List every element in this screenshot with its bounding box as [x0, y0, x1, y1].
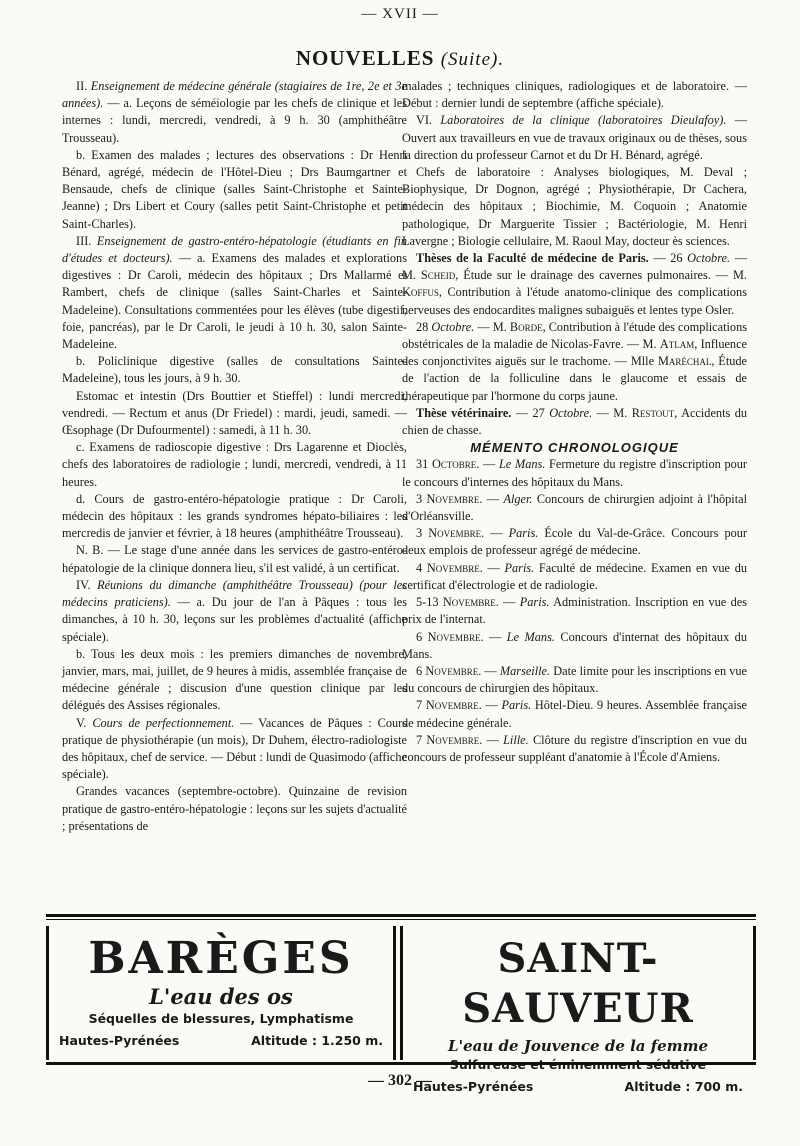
- text-run: Laboratoires de la clinique (laboratoires Dieulafoy).: [440, 113, 727, 128]
- paragraph: [62, 646, 407, 715]
- paragraph: [402, 629, 747, 663]
- text-run: 4: [416, 560, 427, 575]
- text-run: Novembre: [425, 698, 479, 713]
- text-run: Date limite pour les inscriptions en vue du concours de chirurgien des hôpitaux.: [402, 663, 747, 696]
- paragraph: [402, 594, 747, 628]
- text-run: , Contribution à l'étude anatomo-clinique des complications nerveuses des endocardites malignes subaiguës et lentes type Osler.: [402, 285, 747, 317]
- paragraph: [402, 164, 747, 250]
- text-run: . —: [478, 698, 502, 713]
- text-run: — 27: [511, 405, 550, 420]
- left-column: [62, 78, 407, 835]
- text-run: — Ouvert aux travailleurs en vue de travaux originaux ou de thèses, sous la direction du professeur Carnot et du Dr H. Bénard, agrégé.: [402, 113, 748, 162]
- text-run: 7: [416, 732, 427, 747]
- text-run: Fermeture du registre d'inscription pour le concours d'internes des hôpitaux du Mans.: [402, 457, 747, 489]
- text-run: Marseille.: [499, 663, 551, 678]
- text-run: Octobre.: [431, 319, 475, 334]
- ad-bareges-region: Hautes-Pyrénées: [59, 1033, 180, 1048]
- ad-top-rule-thin: [46, 919, 756, 920]
- ad-top-rule: [46, 914, 756, 917]
- text-run: Novembre: [426, 491, 480, 506]
- paragraph: [402, 491, 747, 525]
- text-run: Scheid: [420, 268, 456, 283]
- right-column: [402, 78, 747, 766]
- paragraph: [62, 577, 407, 646]
- ad-bareges-footer: [49, 1031, 393, 1051]
- paragraph: [402, 78, 747, 112]
- text-run: Octobre.: [549, 405, 593, 420]
- text-run: — M.: [592, 405, 632, 420]
- text-run: Borde: [509, 319, 543, 334]
- ad-bareges-subtitle: Séquelles de blessures, Lymphatisme: [88, 1011, 354, 1026]
- text-run: Enseignement de gastro-entéro-hépatologie (étudiants en fin d'études et docteurs).: [62, 233, 408, 266]
- text-run: . —: [479, 732, 504, 747]
- text-run: . —: [479, 560, 505, 575]
- memento-heading: MÉMENTO CHRONOLOGIQUE: [470, 440, 679, 456]
- text-run: III.: [76, 233, 97, 248]
- text-run: Lille.: [503, 732, 529, 747]
- paragraph: [62, 491, 407, 543]
- text-run: 28: [416, 319, 432, 334]
- text-run: Restout: [631, 405, 675, 420]
- text-run: Réunions du dimanche (amphithéâtre Trousseau) (pour les médecins praticiens).: [62, 577, 407, 610]
- paragraph: [402, 732, 747, 766]
- text-run: . —: [481, 526, 509, 541]
- text-run: — a. Leçons de séméiologie par les chefs de clinique et les internes : lundi, mercredi, vendredi, à 9 h. 30 (amphithéâtre Trousseau).: [62, 96, 407, 145]
- header-title: NOUVELLES: [295, 46, 435, 70]
- text-run: b. Examen des malades ; lectures des observations : Dr Henri Bénard, agrégé, médecin de l'Hôtel-Dieu ; Drs Baumgartner et Bensaude, chefs de clinique (salles Saint-Christophe et Sainte-Jeanne) ; Drs Libert et Coury (salles petit Saint-Christophe et petit Saint-Charles).: [62, 147, 407, 231]
- text-run: Le Mans.: [498, 457, 546, 472]
- ad-bottom-rule: [46, 1062, 756, 1065]
- paragraph: [62, 783, 407, 835]
- text-run: N. B. — Le stage d'une année dans les services de gastro-entéro-hépatologie de la clinique donnera lieu, s'il est validé, à un certificat.: [62, 543, 407, 575]
- text-run: Koffus: [402, 285, 439, 300]
- text-run: Alger.: [503, 491, 533, 506]
- text-run: Le Mans.: [506, 629, 555, 644]
- paragraph: [402, 560, 747, 594]
- text-run: Estomac et intestin (Drs Bouttier et Stieffel) : lundi mercredi, vendredi. — Rectum et anus (Dr Friedel) : mardi, jeudi, samedi. — Œsophage (Dr Dufourmentel) : samedi, à 11 h. 30.: [62, 388, 407, 438]
- text-run: Administration. Inscription en vue des prix de l'internat.: [402, 595, 747, 627]
- text-run: Paris.: [519, 595, 550, 610]
- text-run: . —: [495, 595, 520, 610]
- text-run: , Contribution à l'étude des complications obstétricales de la maladie de Nicolas-Favre. — M.: [402, 319, 748, 352]
- text-run: — M.: [402, 251, 747, 283]
- text-run: 3: [416, 491, 427, 506]
- paragraph: [402, 405, 747, 439]
- text-run: Thèse vétérinaire.: [416, 405, 512, 420]
- page-number-bottom: — 302 —: [368, 1072, 432, 1089]
- paragraph: [402, 112, 747, 164]
- ad-bareges-altitude: Altitude : 1.250 m.: [251, 1033, 383, 1048]
- ad-bareges-title: BARÈGES: [88, 933, 354, 984]
- paragraph: [62, 439, 407, 491]
- text-run: — Vacances de Pâques : Cours pratique de physiothérapie (un mois), Dr Duhem, électro-radiologiste des hôpitaux, chef de service. — Début : lundi de Quasimodo (affiche spéciale).: [62, 715, 407, 782]
- text-run: Octobre.: [687, 251, 731, 266]
- text-run: V.: [76, 715, 93, 730]
- text-run: 7: [416, 698, 426, 713]
- text-run: Paris.: [501, 698, 532, 713]
- text-run: Paris.: [508, 526, 539, 541]
- text-run: Paris.: [504, 560, 535, 575]
- text-run: Novembre: [426, 732, 480, 747]
- paragraph: [62, 78, 407, 147]
- text-run: Cours de perfectionnement.: [92, 715, 235, 730]
- ad-saint-sauveur-region: Hautes-Pyrénées: [413, 1079, 534, 1094]
- text-run: . —: [479, 491, 504, 506]
- text-run: 3: [416, 526, 429, 541]
- text-run: Thèses de la Faculté de médecine de Paris.: [416, 251, 649, 266]
- text-run: , Étude sur le drainage des cavernes pulmonaires. — M.: [455, 268, 747, 283]
- text-run: malades ; techniques cliniques, radiologiques et de laboratoire. — Début : dernier lundi de septembre (affiche spéciale).: [402, 79, 747, 111]
- text-run: Atlam: [659, 337, 695, 352]
- text-run: , Influence des conjonctivites aiguës sur le trachome. — Mlle: [402, 337, 747, 369]
- text-run: — a. Examens des malades et explorations digestives : Dr Caroli, médecin des hôpitaux ; Drs Mallarmé et Rambert, chefs de clinique (salles Saint-Charles et Sainte-Madeleine). Consultations commentées pour les élèves (tube digestif, foie, pancréas), par le Dr Caroli, le jeudi à 10 h. 30, salon Sainte-Madeleine.: [62, 251, 407, 352]
- text-run: c. Examens de radioscopie digestive : Drs Lagarenne et Dioclès, chefs des laboratoires de radiologie ; lundi, mercredi, vendredi, à 11 heures.: [62, 440, 407, 489]
- text-run: , Étude de l'action de la folliculine dans le glaucome et essais de thérapeutique par l'hormone du corps jaune.: [402, 354, 747, 403]
- text-run: Chefs de laboratoire : Analyses biologiques, M. Deval ; Biophysique, Dr Dognon, agrégé ; Physiothérapie, Dr Cachera, médecin des hôpitaux ; Biochimie, M. Coquoin ; Anatomie pathologique, Dr Marguerite Tissier ; Bactériologie, M. Henri Lavergne ; Biologie cellulaire, M. Raoul May, docteur ès sciences.: [402, 165, 747, 248]
- text-run: Novembre: [425, 663, 479, 678]
- text-run: Concours d'internat des hôpitaux du Mans.: [402, 629, 747, 661]
- text-run: IV.: [76, 577, 98, 592]
- text-run: 6: [416, 663, 426, 678]
- paragraph: [62, 542, 407, 576]
- ad-bareges-slogan: L'eau des os: [149, 984, 293, 1009]
- text-run: . —: [480, 629, 507, 644]
- paragraph: [402, 319, 747, 405]
- text-run: Clôture du registre d'inscription en vue du concours de professeur suppléant d'anatomie à l'École d'Amiens.: [402, 732, 747, 764]
- paragraph: [402, 525, 747, 559]
- text-run: d. Cours de gastro-entéro-hépatologie pratique : Dr Caroli, médecin des hôpitaux : les grands syndromes hépato-biliaires : les mercredis de janvier et février, à 18 heures (amphithéâtre Trousseau).: [62, 491, 407, 541]
- paragraph: [62, 388, 407, 440]
- text-run: Novembre: [426, 560, 480, 575]
- paragraph: [62, 715, 407, 784]
- text-run: — 26: [648, 251, 688, 266]
- text-run: Novembre: [442, 595, 496, 610]
- text-run: 6: [416, 629, 428, 644]
- section-header: [0, 46, 800, 71]
- text-run: Hôtel-Dieu. 9 heures. Assemblée française de médecine générale.: [402, 698, 747, 730]
- text-run: , Accidents du chien de chasse.: [402, 405, 747, 438]
- ad-saint-sauveur-slogan: L'eau de Jouvence de la femme: [447, 1037, 709, 1055]
- text-run: VI.: [416, 113, 441, 128]
- paragraph: [402, 250, 747, 319]
- text-run: Novembre: [427, 629, 481, 644]
- ad-saint-sauveur-title: SAINT-SAUVEUR: [462, 935, 694, 1032]
- page-number-top: — XVII —: [361, 6, 439, 22]
- paragraph: [62, 147, 407, 233]
- ad-bareges: [46, 926, 396, 1060]
- paragraph: [402, 697, 747, 731]
- text-run: Octobre: [431, 457, 477, 472]
- text-run: Faculté de médecine. Examen en vue du certificat d'électrologie et de radiologie.: [402, 560, 747, 592]
- text-run: Concours de chirurgien adjoint à l'hôpital d'Orléansville.: [402, 491, 747, 524]
- text-run: — M.: [474, 319, 510, 334]
- text-run: 5-13: [416, 595, 443, 610]
- text-run: Novembre: [428, 526, 482, 541]
- paragraph: [402, 663, 747, 697]
- ad-saint-sauveur-altitude: Altitude : 700 m.: [624, 1079, 743, 1094]
- text-run: Grandes vacances (septembre-octobre). Quinzaine de revision pratique de gastro-entéro-hépatologie : leçons sur les sujets d'actualité ; présentations de: [62, 784, 407, 833]
- text-run: . —: [476, 457, 499, 472]
- text-run: II.: [76, 79, 91, 93]
- paragraph: [62, 233, 407, 353]
- text-run: b. Policlinique digestive (salles de consultations Sainte-Madeleine), tous les jours, à 9 h. 30.: [62, 354, 407, 386]
- paragraph: [402, 456, 747, 490]
- text-run: . —: [478, 663, 500, 678]
- paragraph: [62, 353, 407, 387]
- text-run: Maréchal: [657, 354, 712, 369]
- text-run: Enseignement de médecine générale (stagiaires de 1re, 2e et 3e années).: [62, 79, 407, 111]
- text-run: École du Val-de-Grâce. Concours pour deux emplois de professeur agrégé de médecine.: [402, 526, 747, 558]
- text-run: — a. Du jour de l'an à Pâques : tous les dimanches, à 10 h. 30, leçons sur les problèmes d'actualité (affiche spéciale).: [62, 595, 407, 644]
- text-run: 31: [416, 457, 432, 472]
- header-suite: (Suite).: [440, 49, 505, 70]
- text-run: b. Tous les deux mois : les premiers dimanches de novembre, janvier, mars, mai, juillet, de 9 heures à midis, assemblée française de médecine générale ; discusion d'une question clinique par les délégués des Assises régionales.: [62, 646, 407, 713]
